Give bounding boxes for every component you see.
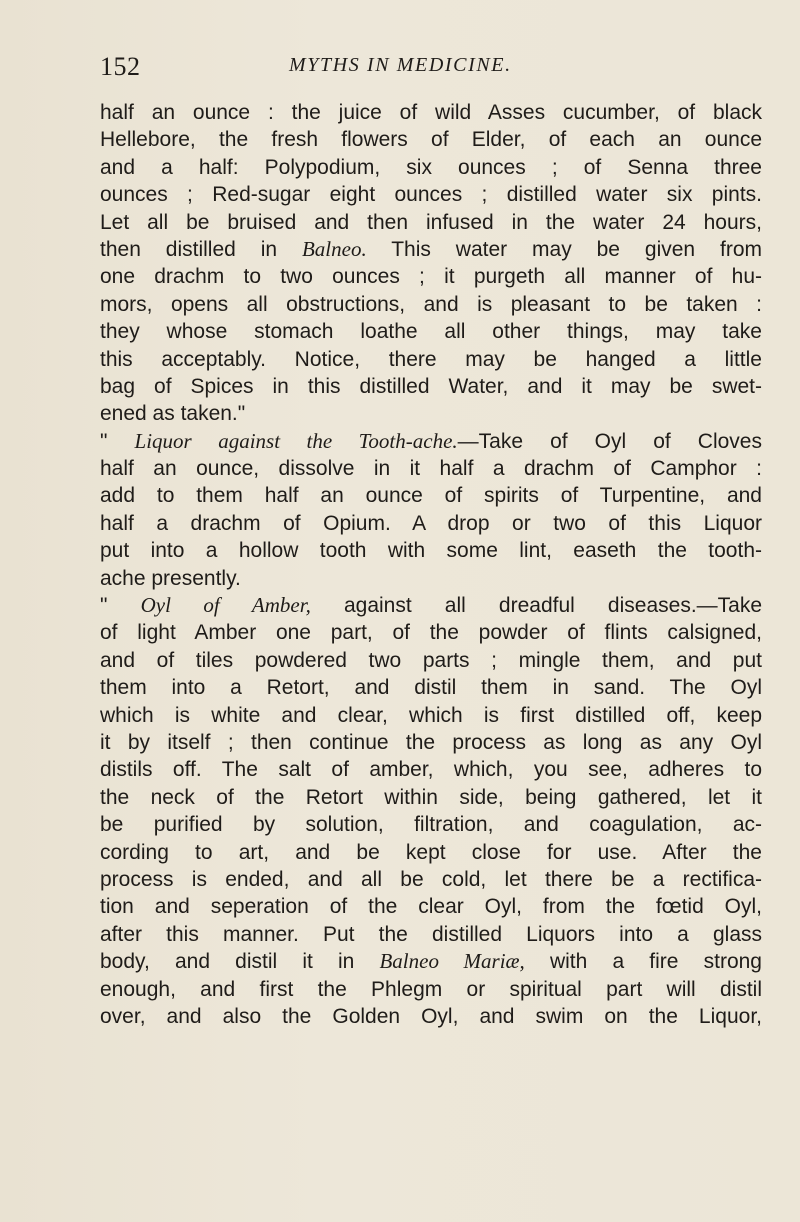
text-segment: and a half: Polypodium, six ounces ; of Senna three [100,155,762,179]
text-line [100,236,762,263]
text-line [100,291,762,318]
italic-text: Balneo. [301,236,367,261]
text-segment: half an ounce, dissolve in it half a drachm of Camphor : [100,457,762,481]
text-segment: " [100,594,141,618]
text-segment: half a drachm of Opium. A drop or two of this Liquor [100,511,762,535]
text-segment: put into a hollow tooth with some lint, easeth the tooth- [100,539,762,563]
text-line [100,373,762,400]
text-line [100,428,762,455]
text-segment: mors, opens all obstructions, and is pleasant to be taken : [100,292,762,316]
text-line [100,209,762,236]
text-segment: bag of Spices in this distilled Water, and it may be swet- [100,374,762,398]
text-segment: ache presently. [100,566,241,590]
text-segment: after this manner. Put the distilled Liquors into a glass [100,922,762,946]
text-line [100,976,762,1003]
page-number: 152 [100,52,141,81]
body-text [100,99,762,1030]
text-segment: this acceptably. Notice, there may be hanged a little [100,347,762,371]
italic-text: Oyl of Amber, [140,593,311,618]
italic-text: Liquor against the Tooth-ache. [134,428,458,453]
text-line [100,619,762,646]
italic-text: Balneo Mariæ, [379,949,525,974]
text-segment: be purified by solution, filtration, and coagulation, ac- [100,813,762,837]
text-line [100,893,762,920]
text-line [100,811,762,838]
text-line [100,318,762,345]
text-segment: over, and also the Golden Oyl, and swim on the Liquor, [100,1004,762,1028]
text-line [100,756,762,783]
text-line [100,537,762,564]
text-segment: Hellebore, the fresh flowers of Elder, of each an ounce [100,128,762,152]
text-line [100,702,762,729]
page-header [100,52,760,84]
text-line [100,346,762,373]
text-segment: the neck of the Retort within side, being gathered, let it [100,785,762,809]
text-segment: them into a Retort, and distil them in sand. The Oyl [100,676,762,700]
text-segment: add to them half an ounce of spirits of Turpentine, and [100,484,762,508]
text-line [100,126,762,153]
text-segment: it by itself ; then continue the process as long as any Oyl [100,730,762,754]
text-segment: distils off. The salt of amber, which, you see, adheres to [100,758,762,782]
text-segment: cording to art, and be kept close for use. After the [100,840,762,864]
text-line [100,99,762,126]
text-line [100,729,762,756]
text-line [100,400,762,427]
text-line [100,154,762,181]
text-line [100,455,762,482]
text-segment: process is ended, and all be cold, let there be a rectifica- [100,867,762,891]
text-line [100,263,762,290]
text-segment: ened as taken." [100,402,246,426]
text-segment: one drachm to two ounces ; it purgeth all manner of hu- [100,265,762,289]
text-segment: which is white and clear, which is first distilled off, keep [100,703,762,727]
text-segment: tion and seperation of the clear Oyl, from the fœtid Oyl, [100,895,762,919]
text-segment: then distilled in [100,237,302,261]
text-line [100,1003,762,1030]
text-line [100,948,762,975]
text-segment: " [100,429,135,453]
running-head: MYTHS IN MEDICINE. [289,54,512,76]
text-line [100,592,762,619]
text-segment: body, and distil it in [100,950,380,974]
text-line [100,921,762,948]
text-segment: —Take of Oyl of Cloves [457,429,762,453]
text-segment: half an ounce : the juice of wild Asses cucumber, of black [100,101,762,124]
text-segment: ounces ; Red-sugar eight ounces ; distilled water six pints. [100,183,762,207]
text-line [100,181,762,208]
text-segment: This water may be given from [366,237,762,261]
text-line [100,510,762,537]
text-segment: enough, and first the Phlegm or spiritual part will distil [100,977,762,1001]
text-line [100,839,762,866]
text-segment: and of tiles powdered two parts ; mingle them, and put [100,648,762,672]
text-segment: with a fire strong [524,950,762,974]
text-line [100,482,762,509]
text-segment: they whose stomach loathe all other things, may take [100,320,762,344]
text-line [100,647,762,674]
text-segment: Let all be bruised and then infused in the water 24 hours, [100,210,762,234]
text-segment: of light Amber one part, of the powder of flints calsigned, [100,621,762,645]
text-line [100,565,762,592]
text-line [100,784,762,811]
text-segment: against all dreadful diseases.—Take [310,594,763,618]
text-line [100,674,762,701]
text-line [100,866,762,893]
